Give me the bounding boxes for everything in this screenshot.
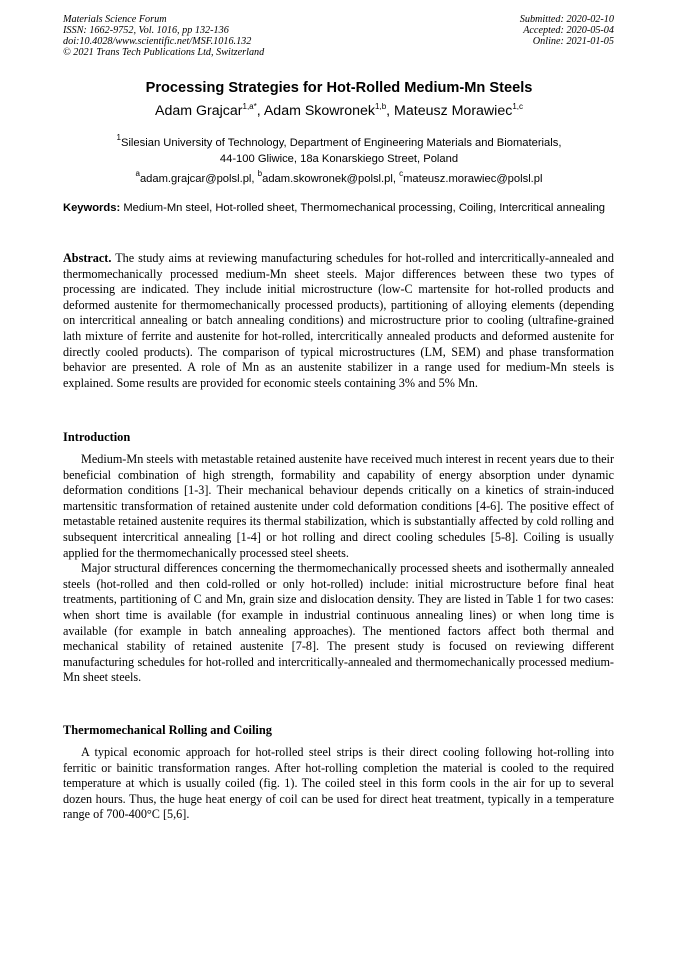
- affiliation-line-1: Silesian University of Technology, Department of Engineering Materials and Biomaterials,: [120, 137, 562, 149]
- introduction-body: [63, 452, 614, 686]
- journal-name: Materials Science Forum: [63, 14, 167, 25]
- paragraph: Medium-Mn steels with metastable retained austenite have received much interest in recent years due to their beneficial combination of high strength, formability and capability of energy absorption under dynamic deformation conditions [1-3]. Their mechanical behaviour depends critically on a kinetics of strain-induced martensitic transformation of retained austenite under cold deformation conditions [4-6]. The positive effect of metastable retained austenite requires its thermal stabilization, which is substantially affected by cold rolling and subsequent intercritical annealing [1-4] or hot rolling and direct cooling schedules [5-8]. Coiling is usually applied for the thermomechanically processed steel sheets.: [63, 452, 615, 560]
- keywords-text: Medium-Mn steel, Hot-rolled sheet, Thermomechanical processing, Coiling, Intercritical annealing: [123, 202, 606, 214]
- author-email: adam.skowronek@polsl.pl: [262, 173, 393, 185]
- author-name: Mateusz Morawiec: [394, 103, 513, 119]
- author-affiliation-mark: 1,b: [375, 102, 387, 111]
- affiliation-line-2: 44-100 Gliwice, 18a Konarskiego Street, Poland: [219, 153, 459, 165]
- section-heading-thermomechanical: Thermomechanical Rolling and Coiling: [63, 723, 272, 737]
- keywords: [63, 201, 614, 217]
- author-name: Adam Grajcar: [154, 103, 243, 119]
- author-affiliation-mark: 1,a*: [242, 102, 257, 111]
- journal-info: [63, 14, 264, 58]
- author-email: adam.grajcar@polsl.pl: [139, 173, 252, 185]
- abstract: [63, 251, 614, 391]
- paragraph: A typical economic approach for hot-rolled steel strips is their direct cooling following hot-rolling into ferritic or bainitic transformation ranges. After hot-rolling completion the material is cooled to the required temperature at which is usually coiled (fig. 1). The coiled steel in this form cools in the air for up to several dozen hours. Thus, the huge heat energy of coil can be used for direct heat treatment, typically in a temperature range of 700-400°C [5,6].: [63, 745, 614, 822]
- email-mark: a: [135, 169, 140, 178]
- author-affiliation-mark: 1,c: [512, 102, 523, 111]
- paper-title: Processing Strategies for Hot-Rolled Medium-Mn Steels: [145, 80, 533, 96]
- publication-dates: [520, 14, 614, 47]
- author-emails: $^a$adam.grajcar@polsl.pl, $^b$adam.skowronek@polsl.pl, $^c$mateusz.morawiec@polsl.pl: [135, 169, 543, 185]
- author-name: Adam Skowronek: [263, 103, 376, 119]
- author-email: mateusz.morawiec@polsl.pl: [403, 173, 543, 185]
- abstract-text: The study aims at reviewing manufacturing schedules for hot-rolled and intercritically-annealed and thermomechanically processed medium-Mn sheet steels. Major differences between these two types of processing are indicated. They include initial microstructure (low-C martensite for hot-rolled products and deformed austenite for thermomechanically processed products), partitioning of alloying elements (depending on intercritical annealing or batch annealing conditions) and microstructure prior to cooling (ultrafine-grained lath mixture of ferrite and austenite for hot-rolled, intercritically annealed products and deformed austenite for directly cooled products). The comparison of typical microstructures (LM, SEM) and phase transformation behavior are presented. A role of Mn as an austenite stabilizer in a range used for medium-Mn steels is explained. Some results are provided for economic steels containing 3% and 5% Mn.: [63, 251, 614, 390]
- affiliation: [0, 130, 678, 167]
- keywords-label: Keywords:: [63, 202, 121, 214]
- thermomechanical-body: [63, 745, 614, 823]
- submitted-date: Submitted: 2020-02-10: [519, 14, 614, 25]
- paragraph: Major structural differences concerning the thermomechanically processed sheets and isothermally annealed steels (hot-rolled and then cold-rolled or only hot-rolled) include: initial microstructure before final heat treatments, partitioning of C and Mn, grain size and dislocation density. They are listed in Table 1 for two cases: when short time is available (for example in industrial continuous annealing lines) or when long time is available (for example in batch annealing approaches). The mentioned factors affect both thermal and mechanical stability of retained austenite [7-8]. The present study is focused on reviewing different manufacturing schedules for hot-rolled and intercritically-annealed and thermomechanically processed medium-Mn sheet steels.: [63, 561, 614, 685]
- copyright-line: © 2021 Trans Tech Publications Ltd, Switzerland: [63, 47, 265, 58]
- email-mark: b: [257, 169, 263, 178]
- doi-line: doi:10.4028/www.scientific.net/MSF.1016.132: [63, 36, 252, 47]
- affiliation-mark: 1: [116, 133, 121, 142]
- section-heading-introduction: Introduction: [63, 430, 131, 444]
- email-mark: c: [399, 169, 404, 178]
- accepted-date: Accepted: 2020-05-04: [523, 25, 614, 36]
- online-date: Online: 2021-01-05: [532, 36, 614, 47]
- abstract-label: Abstract.: [63, 251, 112, 265]
- issn-line: ISSN: 1662-9752, Vol. 1016, pp 132-136: [63, 25, 229, 36]
- author-list: Adam Grajcar$^{1,a*}$, Adam Skowronek$^{1,b}$, Mateusz Morawiec$^{1,c}$: [154, 102, 523, 119]
